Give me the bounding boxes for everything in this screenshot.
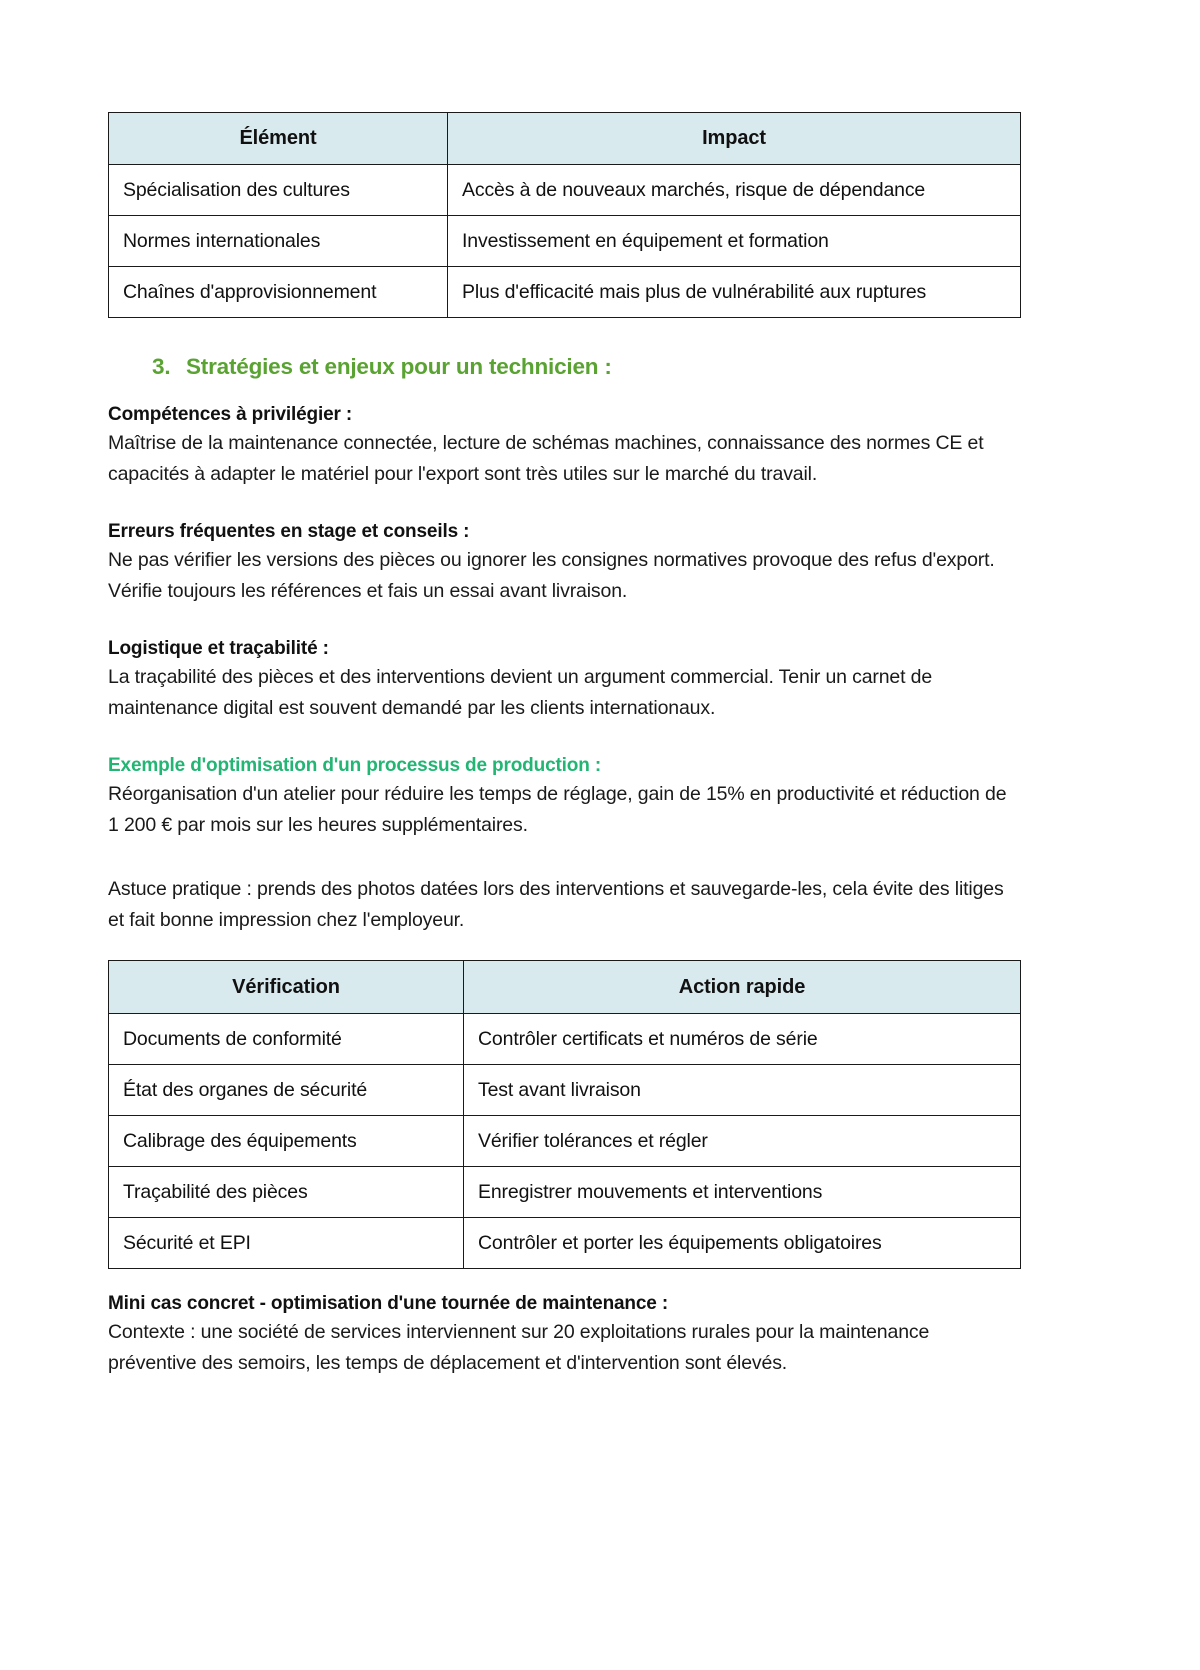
verification-table xyxy=(108,960,1021,1269)
table-cell-verification: Traçabilité des pièces xyxy=(109,1167,464,1218)
section-title: Stratégies et enjeux pour un technicien : xyxy=(186,354,612,379)
block-heading: Logistique et traçabilité : xyxy=(108,638,329,659)
block-heading-highlight: Exemple d'optimisation d'un processus de production : xyxy=(108,755,602,776)
column-header-verification: Vérification xyxy=(109,961,464,1014)
table-header-row xyxy=(109,961,1021,1014)
section-heading xyxy=(152,354,1020,380)
block-paragraph: Réorganisation d'un atelier pour réduire les temps de réglage, gain de 15% en productivité et réduction de 1 200 € par mois sur les heures supplémentaires. xyxy=(108,783,1007,836)
table-cell-verification: Sécurité et EPI xyxy=(109,1218,464,1269)
page-content xyxy=(108,112,1020,1379)
table-row xyxy=(109,1065,1021,1116)
table-cell-action: Contrôler et porter les équipements obligatoires xyxy=(464,1218,1021,1269)
table-cell-action: Enregistrer mouvements et interventions xyxy=(464,1167,1021,1218)
table-row xyxy=(109,1014,1021,1065)
table-cell-action: Contrôler certificats et numéros de série xyxy=(464,1014,1021,1065)
table-row xyxy=(109,165,1021,216)
content-block-competences xyxy=(108,404,1020,490)
table-row xyxy=(109,1116,1021,1167)
block-paragraph: Ne pas vérifier les versions des pièces ou ignorer les consignes normatives provoque des refus d'export. Vérifie toujours les références et fais un essai avant livraison. xyxy=(108,549,995,602)
block-heading: Compétences à privilégier : xyxy=(108,404,353,425)
table-cell-element: Chaînes d'approvisionnement xyxy=(109,267,448,318)
table-header-row xyxy=(109,113,1021,165)
table-cell-element: Spécialisation des cultures xyxy=(109,165,448,216)
table-row xyxy=(109,1218,1021,1269)
content-block-logistique xyxy=(108,638,1020,724)
table-row xyxy=(109,216,1021,267)
table-cell-verification: Documents de conformité xyxy=(109,1014,464,1065)
table-cell-impact: Plus d'efficacité mais plus de vulnérabilité aux ruptures xyxy=(448,267,1021,318)
table-cell-element: Normes internationales xyxy=(109,216,448,267)
column-header-action: Action rapide xyxy=(464,961,1021,1014)
content-block-mini-cas xyxy=(108,1293,1020,1379)
content-block-erreurs xyxy=(108,521,1020,607)
section-number: 3. xyxy=(152,354,171,379)
table-row xyxy=(109,1167,1021,1218)
case-study-paragraph: Contexte : une société de services interviennent sur 20 exploitations rurales pour la maintenance préventive des semoirs, les temps de déplacement et d'intervention sont élevés. xyxy=(108,1321,930,1374)
case-study-heading: Mini cas concret - optimisation d'une tournée de maintenance : xyxy=(108,1293,669,1314)
table-cell-action: Test avant livraison xyxy=(464,1065,1021,1116)
table-cell-verification: Calibrage des équipements xyxy=(109,1116,464,1167)
column-header-element: Élément xyxy=(109,113,448,165)
block-paragraph: Maîtrise de la maintenance connectée, lecture de schémas machines, connaissance des normes CE et capacités à adapter le matériel pour l'export sont très utiles sur le marché du travail. xyxy=(108,432,984,485)
tip-paragraph: Astuce pratique : prends des photos datées lors des interventions et sauvegarde-les, cela évite des litiges et fait bonne impression chez l'employeur. xyxy=(108,878,1004,931)
content-block-exemple xyxy=(108,755,1020,841)
block-paragraph: La traçabilité des pièces et des interventions devient un argument commercial. Tenir un carnet de maintenance digital est souvent demandé par les clients internationaux. xyxy=(108,666,933,719)
block-heading: Erreurs fréquentes en stage et conseils : xyxy=(108,521,470,542)
column-header-impact: Impact xyxy=(448,113,1021,165)
impact-table xyxy=(108,112,1021,318)
table-cell-impact: Accès à de nouveaux marchés, risque de dépendance xyxy=(448,165,1021,216)
table-cell-verification: État des organes de sécurité xyxy=(109,1065,464,1116)
table-cell-impact: Investissement en équipement et formation xyxy=(448,216,1021,267)
table-row xyxy=(109,267,1021,318)
table-cell-action: Vérifier tolérances et régler xyxy=(464,1116,1021,1167)
